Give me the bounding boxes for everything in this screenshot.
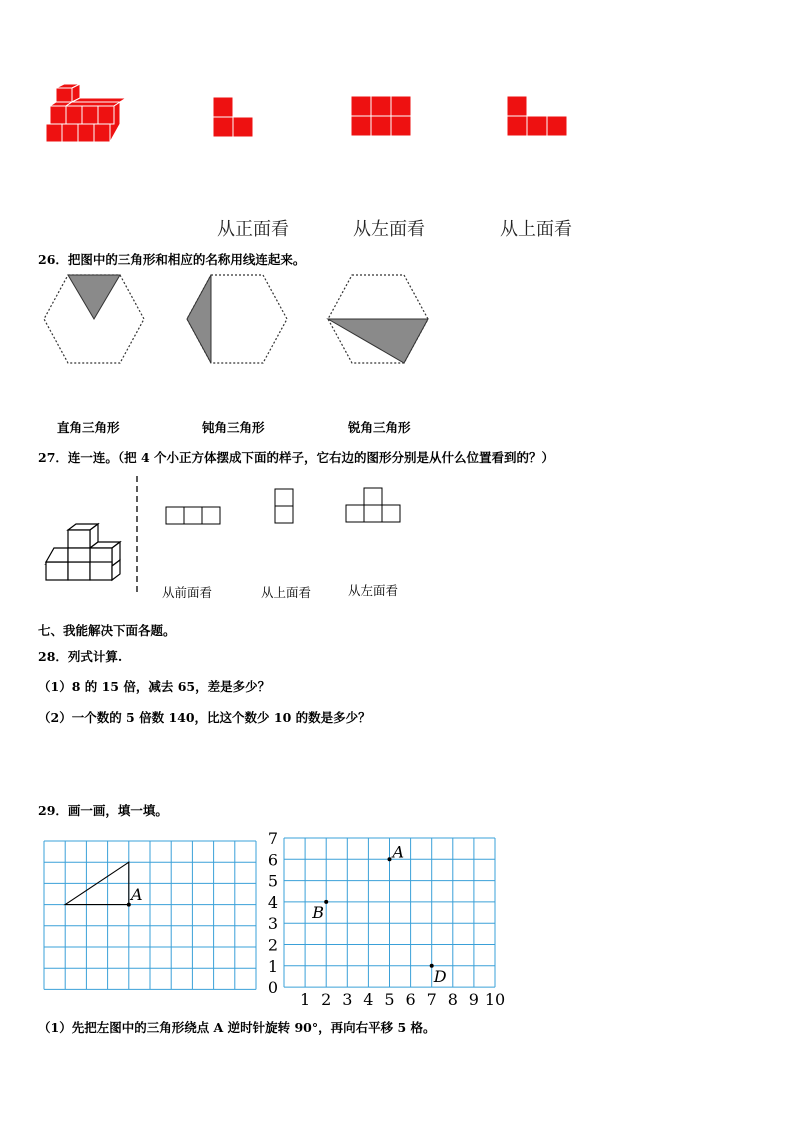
view-name-left: 从左面看: [348, 583, 399, 598]
x-tick-label: 7: [426, 990, 437, 1010]
left-grid-point-a-label: A: [131, 885, 143, 904]
x-tick-label: 8: [447, 990, 458, 1010]
question-28: 28．列式计算.: [38, 649, 123, 664]
section-7-heading: 七、我能解决下面各题。: [38, 623, 176, 638]
view-two-column: [274, 488, 296, 526]
point-b-label: B: [312, 902, 324, 922]
point-a-label: A: [392, 842, 405, 862]
view-label-left: 从左面看: [353, 219, 425, 240]
y-tick-label: 3: [267, 914, 278, 934]
view-shape-l: [213, 97, 255, 139]
view-three-row: [165, 506, 223, 526]
x-tick-label: 4: [363, 990, 374, 1010]
x-tick-label: 5: [384, 990, 395, 1010]
divider-dashed-line: [136, 476, 140, 598]
y-tick-label: 6: [267, 850, 278, 870]
y-tick-label: 1: [267, 956, 278, 976]
question-26: 26．把图中的三角形和相应的名称用线连起来。: [38, 252, 306, 267]
y-tick-label: 2: [267, 935, 278, 955]
point-a-dot: [388, 857, 392, 861]
question-29-item-1: （1）先把左图中的三角形绕点 A 逆时针旋转 90°，再向右平移 5 格。: [38, 1020, 436, 1035]
x-tick-label: 9: [468, 990, 479, 1010]
y-tick-label: 7: [267, 829, 278, 848]
right-grid: [262, 828, 512, 1008]
x-tick-label: 1: [300, 990, 311, 1010]
y-tick-label: 5: [267, 871, 278, 891]
view-label-front: 从正面看: [217, 219, 289, 240]
view-shape-long-l: [507, 96, 569, 138]
hexagon-obtuse-triangle: [185, 273, 289, 365]
view-name-top: 从上面看: [261, 585, 312, 600]
x-tick-label: 2: [321, 990, 332, 1010]
cube-stack-figure: [44, 84, 126, 146]
hexagon-acute-triangle: [326, 273, 430, 365]
view-shape-rect: [351, 96, 413, 138]
cube-arrangement-figure: [46, 522, 124, 582]
x-tick-label: 6: [405, 990, 416, 1010]
y-tick-label: 4: [267, 892, 278, 912]
question-29: 29．画一画，填一填。: [38, 803, 168, 818]
hexagon-right-triangle: [42, 273, 146, 365]
triangle-name-acute: 锐角三角形: [348, 420, 411, 435]
question-28-item-1: （1）8 的 15 倍，减去 65，差是多少？: [38, 679, 271, 694]
point-b-dot: [324, 900, 328, 904]
view-t-shape: [345, 487, 403, 525]
view-name-front: 从前面看: [162, 585, 213, 600]
x-tick-label: 3: [342, 990, 353, 1010]
y-tick-label: 0: [267, 978, 278, 998]
point-d-label: D: [433, 966, 447, 986]
triangle-name-obtuse: 钝角三角形: [202, 420, 265, 435]
question-27: 27．连一连。（把 4 个小正方体摆成下面的样子，它右边的图形分别是从什么位置看到的？）: [38, 450, 555, 465]
question-28-item-2: （2）一个数的 5 倍数 140，比这个数少 10 的数是多少？: [38, 710, 371, 725]
view-label-top: 从上面看: [500, 219, 572, 240]
triangle-name-right: 直角三角形: [57, 420, 120, 435]
x-tick-label: 10: [484, 990, 506, 1010]
left-grid: [43, 840, 259, 992]
